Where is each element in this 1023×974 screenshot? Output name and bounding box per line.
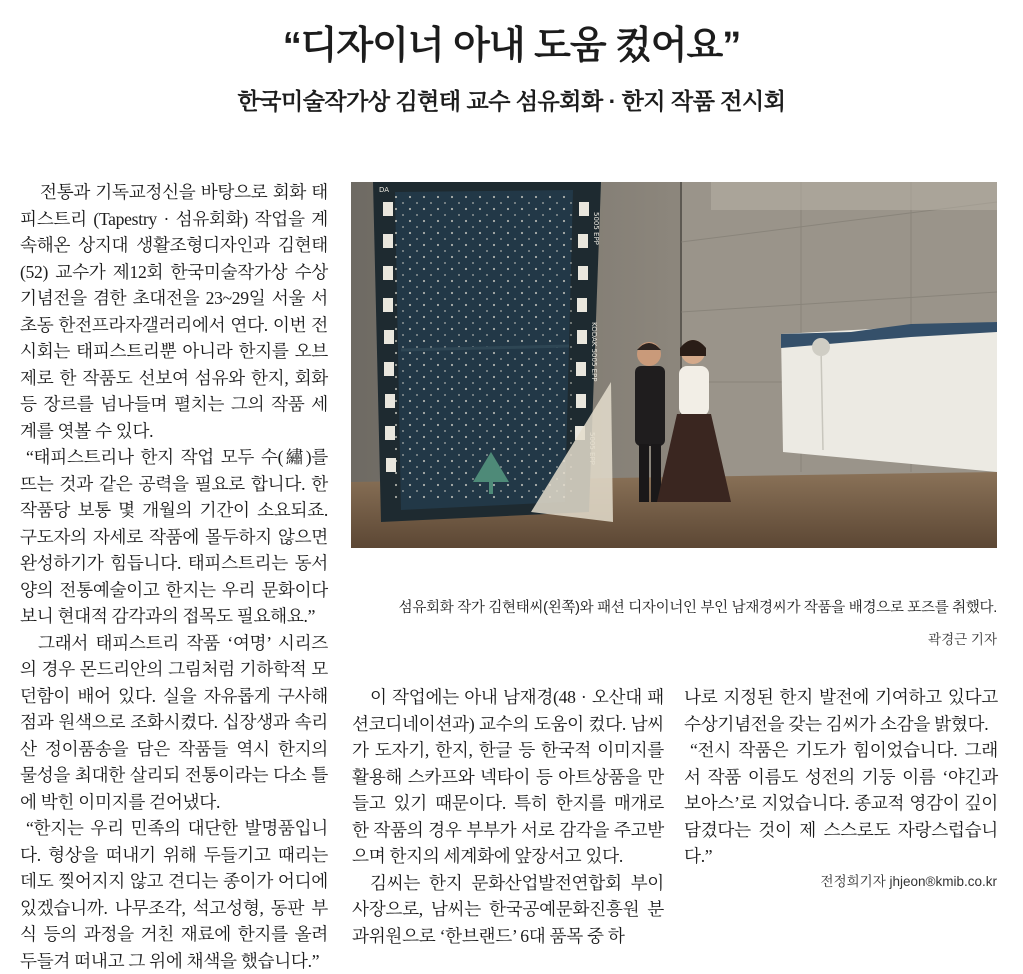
- author-byline: 전정희기자 jhjeon®kmib.co.kr: [820, 874, 997, 889]
- photo-credit: 곽경근 기자: [928, 632, 997, 647]
- paragraph: 나로 지정된 한지 발전에 기여하고 있다고 수상기념전을 갖는 김씨가 소감을 밝혔다.: [684, 687, 998, 734]
- article-column-2: [352, 684, 664, 949]
- photo-caption: 섬유회화 작가 김현태씨(왼쪽)와 패션 디자이너인 부인 남재경씨가 작품을 배경으로 포즈를 취했다.: [398, 600, 997, 616]
- article-column-1: [20, 179, 328, 974]
- paragraph: 이 작업에는 아내 남재경(48 · 오산대 패션코디네이션과) 교수의 도움이 컸다. 남씨가 도자기, 한지, 한글 등 한국적 이미지를 활용해 스카프와 넥타이 등 아트상품을 만들고 있기 때문이다. 특히 한지를 매개로 한 작품의 경우 부부가 서로 감각을 주고받으며 한지의 세계화에 앞장서고 있다.: [352, 687, 664, 866]
- paragraph: “전시 작품은 기도가 힘이었습니다. 그래서 작품 이름도 성전의 기둥 이름 ‘야긴과 보아스’로 지었습니다. 종교적 영감이 깊이 담겼다는 것이 제 스스로도 자랑스럽습니다.”: [684, 740, 998, 866]
- headline: “디자이너 아내 도움 컸어요”: [282, 25, 741, 67]
- film-edge-mark: KODAK 5005 EPP: [590, 322, 598, 382]
- paragraph: 김씨는 한지 문화산업발전연합회 부이사장으로, 남씨는 한국공예문화진흥원 분과위원으로 ‘한브랜드’ 6대 품목 중 하: [352, 872, 664, 946]
- paragraph: “태피스트리나 한지 작업 모두 수(繡)를 뜨는 것과 같은 공력을 필요로 합니다. 한 작품당 보통 몇 개월의 기간이 소요되죠. 구도자의 자세로 작품에 몰두하지 않으면 완성하기가 힘듭니다. 태피스트리는 동서양의 전통예술이고 한지는 우리 문화이다 보니 현대적 감각과의 접목도 필요해요.”: [20, 447, 328, 626]
- article-column-3: [684, 684, 998, 870]
- paragraph: “한지는 우리 민족의 대단한 발명품입니다. 형상을 떠내기 위해 두들기고 때리는데도 찢어지지 않고 견디는 종이가 어디에 있겠습니까. 나무조각, 석고성형, 동판 부식 등의 과정을 거친 재료에 한지를 올려 두들겨 떠내고 그 위에 채색을 했습니다.”: [20, 818, 328, 971]
- paragraph: 그래서 태피스트리 작품 ‘여명’ 시리즈의 경우 몬드리안의 그림처럼 기하학적 모던함이 배어 있다. 실을 자유롭게 구사해 점과 원색으로 조화시켰다. 십장생과 속리산 정이품송을 담은 작품들 역시 한지의 물성을 최대한 살리되 전통이라는 다소 틀에 박힌 이미지를 걷어냈다.: [20, 632, 328, 812]
- article-photo: [351, 182, 997, 548]
- photo-illustration: [351, 182, 997, 548]
- film-edge-mark: 5005 EPP: [592, 212, 600, 245]
- film-edge-mark: DA: [379, 186, 390, 194]
- subheadline: 한국미술작가상 김현태 교수 섬유회화 · 한지 작품 전시회: [237, 88, 786, 114]
- paragraph: 전통과 기독교정신을 바탕으로 회화 태피스트리 (Tapestry · 섬유회화) 작업을 계속해온 상지대 생활조형디자인과 김현태(52) 교수가 제12회 한국미술작가상 수상기념전을 겸한 초대전을 23~29일 서울 서초동 한전프라자갤러리에서 연다. 이번 전시회는 태피스트리뿐 아니라 한지를 오브제로 한 작품도 선보여 섬유와 한지, 회화 등 장르를 넘나들며 펼치는 그의 작품 세계를 엿볼 수 있다.: [20, 182, 328, 441]
